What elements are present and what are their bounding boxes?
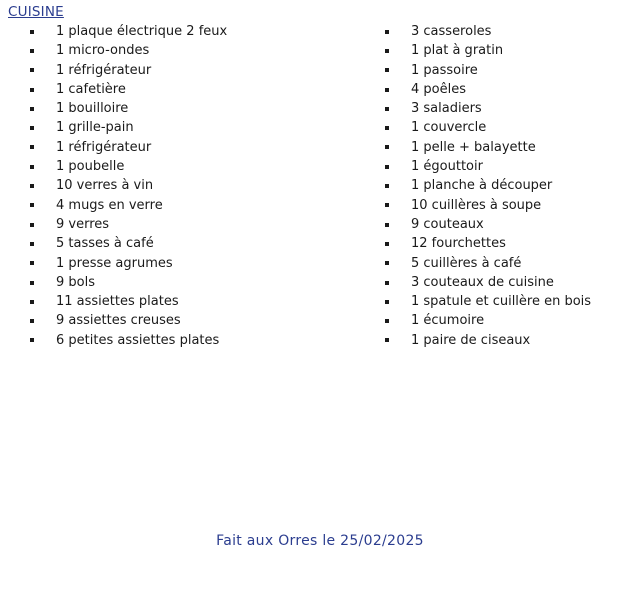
list-item-label: 3 saladiers: [411, 101, 482, 117]
list-item-label: 1 plaque électrique 2 feux: [56, 24, 228, 39]
square-bullet-icon: [30, 338, 34, 342]
square-bullet-icon: [385, 338, 389, 342]
list-item: [30, 196, 330, 215]
list-item: [385, 22, 640, 41]
document-footer-signature: Fait aux Orres le 25/02/2025: [216, 533, 424, 549]
square-bullet-icon: [30, 223, 34, 227]
square-bullet-icon: [385, 126, 389, 130]
list-item: [385, 61, 640, 80]
list-item: [385, 99, 640, 118]
list-item-label: 4 mugs en verre: [56, 197, 163, 213]
square-bullet-icon: [30, 281, 34, 285]
square-bullet-icon: [385, 145, 389, 149]
list-item-label: 1 couvercle: [411, 120, 487, 136]
list-item-label: 1 spatule et cuillère en bois: [411, 294, 592, 310]
list-item: [385, 215, 640, 234]
list-item: [30, 331, 330, 350]
list-item-label: 1 réfrigérateur: [56, 62, 152, 78]
list-item: [385, 273, 640, 292]
list-item-label: 9 couteaux: [411, 216, 484, 232]
list-item-label: 1 micro-ondes: [56, 43, 150, 59]
list-item: [30, 157, 330, 176]
list-item: [385, 196, 640, 215]
list-item-label: 1 paire de ciseaux: [411, 332, 531, 348]
list-item-label: 1 poubelle: [56, 159, 125, 175]
list-item: [30, 61, 330, 80]
square-bullet-icon: [30, 145, 34, 149]
list-item-label: 4 poêles: [411, 81, 466, 97]
square-bullet-icon: [30, 68, 34, 72]
square-bullet-icon: [385, 300, 389, 304]
list-item-label: 6 petites assiettes plates: [56, 332, 220, 348]
square-bullet-icon: [385, 281, 389, 285]
list-item: [385, 138, 640, 157]
list-item-label: 1 planche à découper: [411, 178, 553, 194]
square-bullet-icon: [385, 49, 389, 53]
list-item-label: 1 pelle + balayette: [411, 139, 536, 155]
list-item-label: 3 couteaux de cuisine: [411, 274, 554, 290]
square-bullet-icon: [30, 242, 34, 246]
list-item-label: 5 tasses à café: [56, 236, 154, 252]
list-item-label: 10 verres à vin: [56, 178, 154, 194]
list-item-label: 10 cuillères à soupe: [411, 197, 542, 213]
square-bullet-icon: [30, 126, 34, 130]
inventory-list-right: [385, 22, 640, 350]
square-bullet-icon: [385, 30, 389, 34]
list-item: [385, 254, 640, 273]
square-bullet-icon: [385, 184, 389, 188]
list-item: [30, 80, 330, 99]
square-bullet-icon: [30, 49, 34, 53]
list-item-label: 3 casseroles: [411, 24, 492, 39]
list-item: [385, 176, 640, 195]
list-item-label: 1 presse agrumes: [56, 255, 173, 271]
square-bullet-icon: [30, 319, 34, 323]
section-title-cuisine: CUISINE: [8, 4, 64, 20]
list-item: [30, 118, 330, 137]
list-item: [30, 138, 330, 157]
list-item: [385, 311, 640, 330]
list-item-label: 5 cuillères à café: [411, 255, 522, 271]
square-bullet-icon: [385, 242, 389, 246]
list-item: [30, 254, 330, 273]
list-item: [385, 292, 640, 311]
list-item-label: 1 égouttoir: [411, 159, 483, 175]
inventory-column-right: [385, 22, 640, 350]
list-item-label: 1 cafetière: [56, 81, 126, 97]
list-item: [385, 331, 640, 350]
list-item-label: 1 bouilloire: [56, 101, 129, 117]
list-item-label: 1 grille-pain: [56, 120, 134, 136]
square-bullet-icon: [385, 88, 389, 92]
list-item-label: 11 assiettes plates: [56, 294, 179, 310]
list-item: [30, 41, 330, 60]
list-item-label: 12 fourchettes: [411, 236, 506, 252]
list-item-label: 9 verres: [56, 216, 110, 232]
square-bullet-icon: [385, 223, 389, 227]
list-item-label: 1 écumoire: [411, 313, 485, 329]
list-item: [30, 215, 330, 234]
list-item-label: 9 bols: [56, 274, 95, 290]
inventory-column-left: [30, 22, 330, 350]
square-bullet-icon: [385, 319, 389, 323]
square-bullet-icon: [385, 261, 389, 265]
list-item: [385, 80, 640, 99]
list-item-label: 1 réfrigérateur: [56, 139, 152, 155]
list-item: [30, 234, 330, 253]
square-bullet-icon: [385, 165, 389, 169]
square-bullet-icon: [385, 107, 389, 111]
square-bullet-icon: [30, 203, 34, 207]
square-bullet-icon: [30, 184, 34, 188]
list-item: [385, 157, 640, 176]
list-item-label: 9 assiettes creuses: [56, 313, 181, 329]
list-item: [385, 118, 640, 137]
list-item: [30, 311, 330, 330]
square-bullet-icon: [385, 68, 389, 72]
list-item: [30, 176, 330, 195]
list-item-label: 1 plat à gratin: [411, 43, 504, 59]
list-item: [30, 273, 330, 292]
list-item: [30, 99, 330, 118]
square-bullet-icon: [30, 300, 34, 304]
square-bullet-icon: [30, 88, 34, 92]
list-item-label: 1 passoire: [411, 62, 478, 78]
list-item: [385, 41, 640, 60]
square-bullet-icon: [30, 107, 34, 111]
square-bullet-icon: [385, 203, 389, 207]
inventory-list-left: [30, 22, 330, 350]
list-item: [30, 22, 330, 41]
square-bullet-icon: [30, 261, 34, 265]
list-item: [385, 234, 640, 253]
square-bullet-icon: [30, 165, 34, 169]
square-bullet-icon: [30, 30, 34, 34]
list-item: [30, 292, 330, 311]
